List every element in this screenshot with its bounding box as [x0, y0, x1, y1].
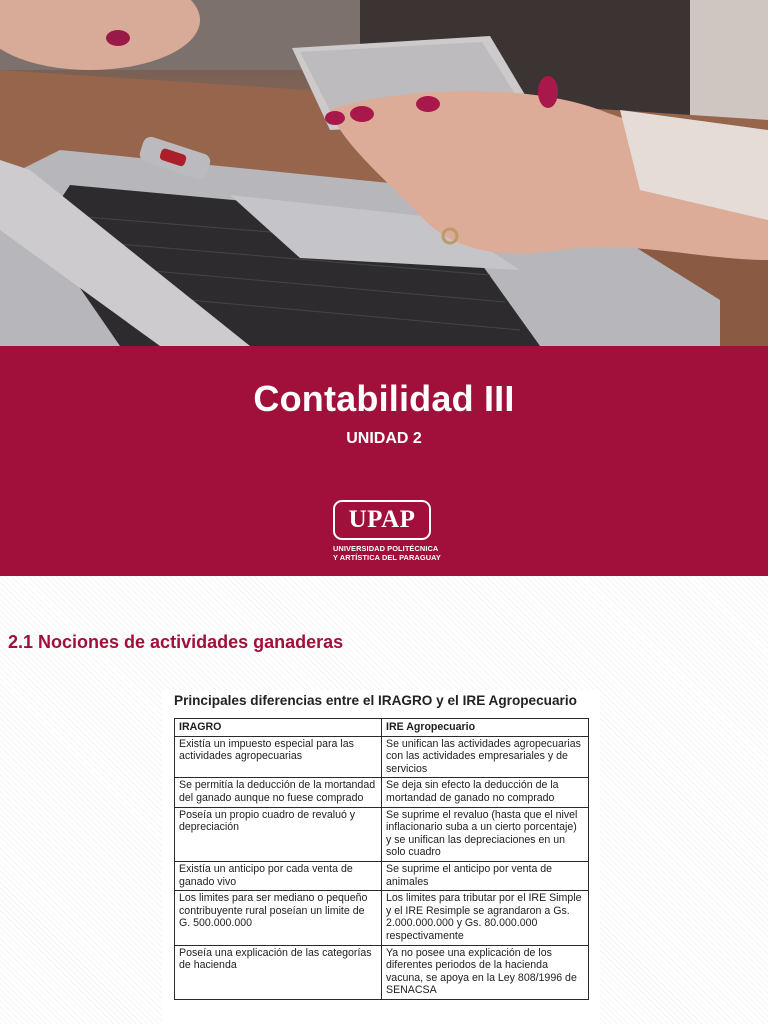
upap-logo-subtitle-line2: Y ARTÍSTICA DEL PARAGUAY [333, 553, 441, 562]
hero-photo [0, 0, 768, 346]
table-row [175, 861, 589, 890]
table-cell: Poseía una explicación de las categorías de hacienda [175, 945, 382, 999]
table-header-ire: IRE Agropecuario [382, 719, 589, 737]
table-cell: Poseía un propio cuadro de revaluó y depreciación [175, 807, 382, 861]
comparison-table [174, 718, 589, 1000]
table-cell: Se permitía la deducción de la mortandad del ganado aunque no fuese comprado [175, 778, 382, 807]
section-heading: 2.1 Nociones de actividades ganaderas [8, 632, 344, 652]
document-title: Contabilidad III [253, 378, 515, 419]
table-cell: Se deja sin efecto la deducción de la mortandad de ganado no comprado [382, 778, 589, 807]
upap-logo-badge: UPAP [333, 500, 431, 540]
table-cell: Se suprime el revaluo (hasta que el nivel inflacionario suba a un cierto porcentaje) y se unifican las depreciaciones en un solo cuadro [382, 807, 589, 861]
table-cell: Existía un anticipo por cada venta de ganado vivo [175, 861, 382, 890]
table-row [175, 778, 589, 807]
content-area [0, 576, 768, 1024]
table-row [175, 736, 589, 778]
table-row [175, 945, 589, 999]
table-header-row [175, 719, 589, 737]
table-header-iragro: IRAGRO [175, 719, 382, 737]
table-cell: Existía un impuesto especial para las actividades agropecuarias [175, 736, 382, 778]
table-cell: Los limites para tributar por el IRE Simple y el IRE Resimple se agrandaron a Gs. 2.000.000.000 y Gs. 80.000.000 respectivamente [382, 891, 589, 945]
comparison-figure [162, 690, 600, 1024]
hero-illustration [0, 0, 768, 346]
unit-label: UNIDAD 2 [346, 430, 422, 447]
title-banner [0, 346, 768, 576]
table-row [175, 807, 589, 861]
table-row [175, 891, 589, 945]
table-cell: Los limites para ser mediano o pequeño contribuyente rural poseían un limite de G. 500.000.000 [175, 891, 382, 945]
upap-logo-subtitle-line1: UNIVERSIDAD POLITÉCNICA [333, 544, 439, 553]
upap-logo [333, 500, 441, 566]
table-cell: Se suprime el anticipo por venta de animales [382, 861, 589, 890]
table-cell: Ya no posee una explicación de los diferentes periodos de la hacienda vacuna, se apoya en la Ley 808/1996 de SENACSA [382, 945, 589, 999]
table-caption: Principales diferencias entre el IRAGRO y el IRE Agropecuario [174, 693, 577, 708]
table-cell: Se unifican las actividades agropecuarias con las actividades empresariales y de servicios [382, 736, 589, 778]
upap-logo-subtitle [333, 544, 443, 562]
